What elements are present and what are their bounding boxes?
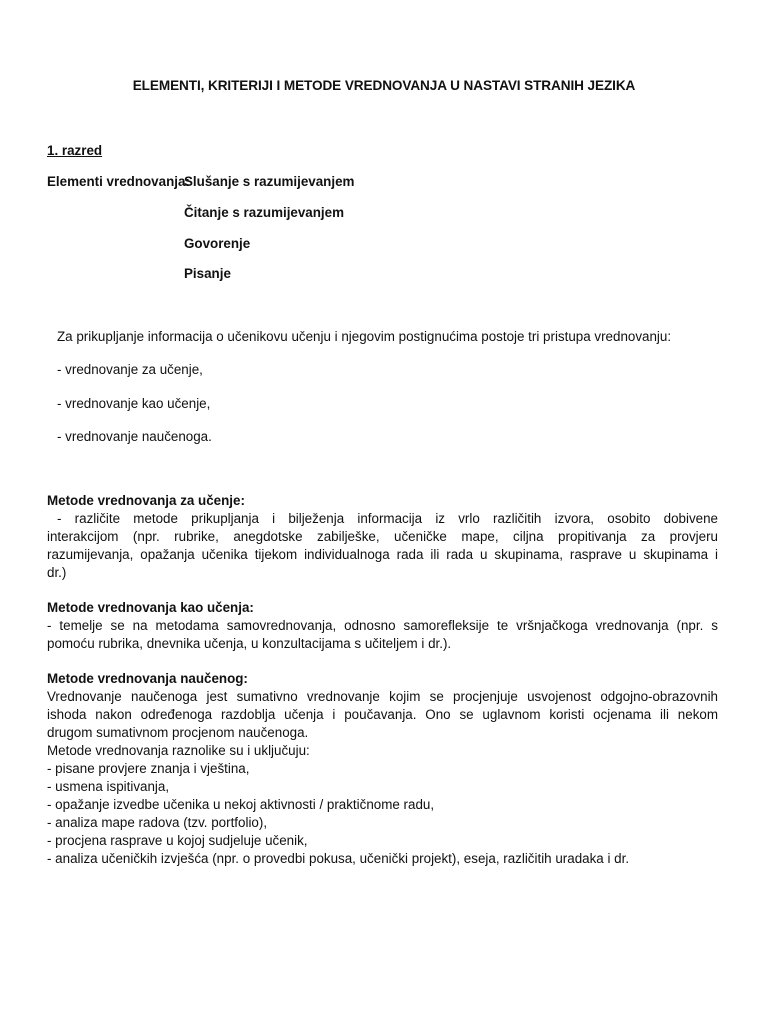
elements-label: Elementi vrednovanja:: [47, 174, 190, 189]
element-item: Pisanje: [184, 266, 231, 281]
list-item: - analiza učeničkih izvješća (npr. o provedbi pokusa, učenički projekt), eseja, različitih uradaka i dr.: [47, 851, 630, 866]
paragraph-line: drugom sumativnom procjenom naučenoga.: [47, 725, 309, 740]
grade-heading: 1. razred: [47, 143, 103, 158]
list-item: - procjena rasprave u kojoj sudjeluje učenik,: [47, 833, 308, 848]
element-item: Slušanje s razumijevanjem: [184, 174, 355, 189]
approach-item: - vrednovanje za učenje,: [57, 362, 203, 377]
paragraph-line: pomoću rubrika, dnevnika učenja, u konzultacijama s učiteljem i dr.).: [47, 636, 452, 651]
list-item: - usmena ispitivanja,: [47, 779, 170, 794]
element-item: Čitanje s razumijevanjem: [184, 205, 345, 220]
list-item: - analiza mape radova (tzv. portfolio),: [47, 815, 268, 830]
approach-item: - vrednovanje naučenoga.: [57, 429, 212, 444]
element-item: Govorenje: [184, 236, 251, 251]
paragraph-line: - različite metode prikupljanja i bilježenja informacija iz vrlo različitih izvora, osobito dobivene: [57, 511, 718, 526]
paragraph-line: razumijevanja, opažanja učenika tijekom individualnoga rada ili rada u skupinama, rasprave u skupinama i: [47, 547, 718, 562]
paragraph-line: - temelje se na metodama samovrednovanja, odnosno samorefleksije te vršnjačkoga vrednovanja (npr. s: [47, 618, 718, 633]
document-title: ELEMENTI, KRITERIJI I METODE VREDNOVANJA U NASTAVI STRANIH JEZIKA: [132, 78, 636, 93]
section-heading: Metode vrednovanja kao učenja:: [47, 600, 254, 615]
section-heading: Metode vrednovanja za učenje:: [47, 493, 245, 508]
paragraph-line: interakcijom (npr. rubrike, anegdotske zabilješke, učeničke mape, ciljna propitivanja za provjeru: [47, 529, 718, 544]
list-item: - pisane provjere znanja i vještina,: [47, 761, 250, 776]
section-heading: Metode vrednovanja naučenog:: [47, 671, 248, 686]
approach-item: - vrednovanje kao učenje,: [57, 396, 211, 411]
paragraph-line: Vrednovanje naučenoga jest sumativno vrednovanje kojim se procjenjuje usvojenost odgojno-obrazovnih: [47, 689, 718, 704]
paragraph-line: ishoda nakon određenoga razdoblja učenja i poučavanja. Ono se uglavnom koristi ocjenama ili nekom: [47, 707, 718, 722]
list-item: - opažanje izvedbe učenika u nekoj aktivnosti / praktičnome radu,: [47, 797, 435, 812]
paragraph-line: dr.): [47, 565, 67, 580]
intro-text: Za prikupljanje informacija o učenikovu učenju i njegovim postignućima postoje tri pristupa vrednovanju:: [57, 329, 672, 344]
paragraph-line: Metode vrednovanja raznolike su i uključuju:: [47, 743, 310, 758]
section-for-learning: [47, 492, 718, 582]
section-as-learning: [47, 599, 718, 653]
section-of-learning: [47, 670, 718, 868]
